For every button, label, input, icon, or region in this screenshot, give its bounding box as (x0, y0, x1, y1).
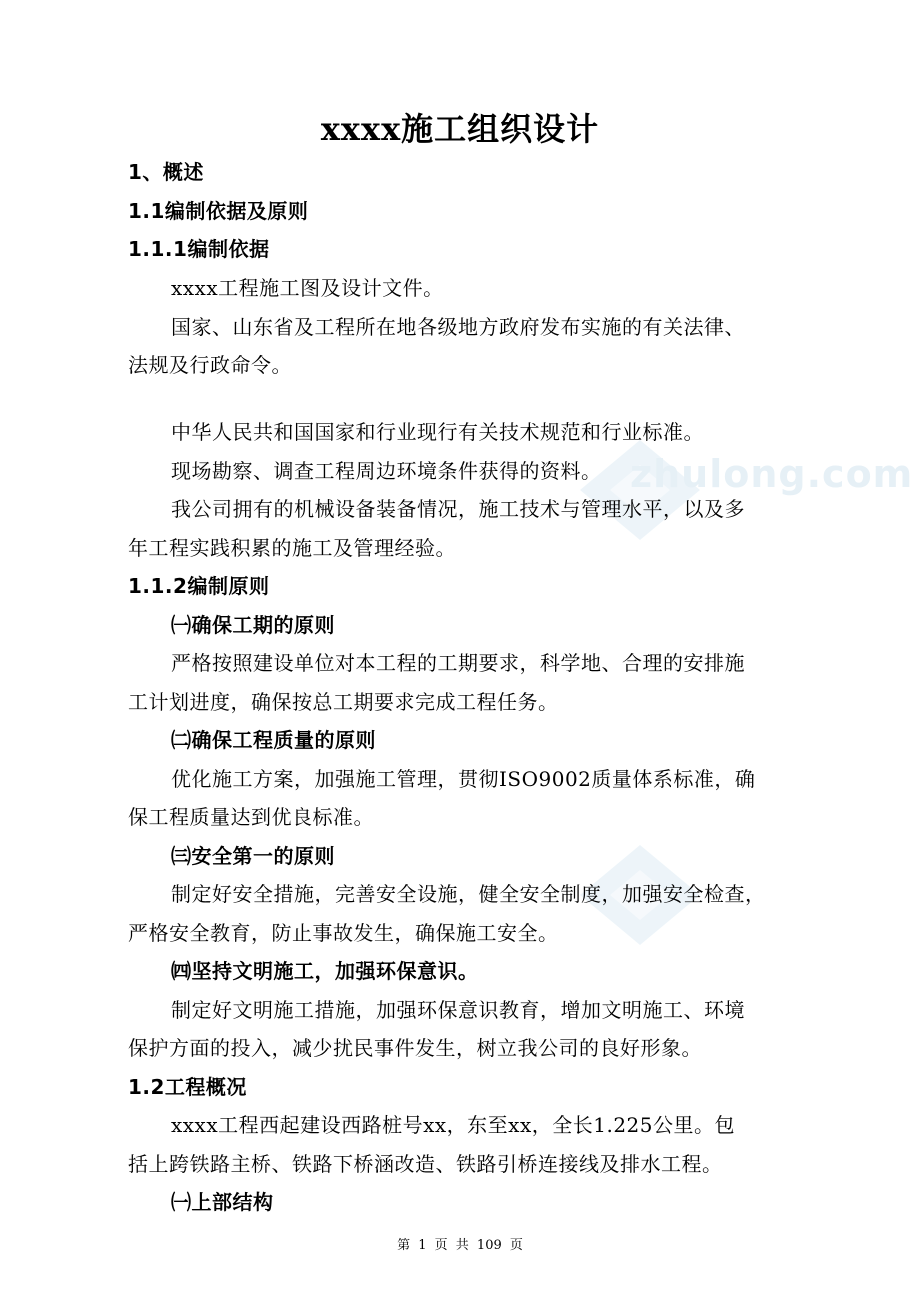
document-title: xxxx施工组织设计 (320, 110, 600, 148)
page-footer: 第 1 页 共 109 页 (397, 1238, 523, 1253)
heading-1: 1、概述 (128, 160, 204, 184)
heading-1-1-1: 1.1.1编制依据 (128, 237, 270, 261)
paragraph: 我公司拥有的机械设备装备情况，施工技术与管理水平，以及多 (171, 497, 745, 521)
paragraph-continuation: 工计划进度，确保按总工期要求完成工程任务。 (128, 690, 559, 714)
paragraph-continuation: 法规及行政命令。 (128, 353, 292, 377)
paragraph: 现场勘察、调查工程周边环境条件获得的资料。 (171, 459, 602, 483)
paragraph: xxxx工程西起建设西路桩号xx，东至xx，全长1.225公里。包 (171, 1113, 735, 1137)
heading-1-1: 1.1编制依据及原则 (128, 199, 309, 223)
paragraph: 中华人民共和国国家和行业现行有关技术规范和行业标准。 (171, 420, 704, 444)
paragraph-continuation: 严格安全教育，防止事故发生，确保施工安全。 (128, 921, 559, 945)
paragraph: 国家、山东省及工程所在地各级地方政府发布实施的有关法律、 (171, 315, 745, 339)
paragraph: 制定好文明施工措施，加强环保意识教育，增加文明施工、环境 (171, 998, 745, 1022)
subheading: ㈠上部结构 (171, 1190, 274, 1214)
heading-1-1-2: 1.1.2编制原则 (128, 574, 270, 598)
paragraph-continuation: 年工程实践积累的施工及管理经验。 (128, 536, 456, 560)
paragraph: 制定好安全措施，完善安全设施，健全安全制度，加强安全检查， (171, 882, 766, 906)
subheading: ㈡确保工程质量的原则 (171, 728, 376, 752)
paragraph-continuation: 保护方面的投入，减少扰民事件发生，树立我公司的良好形象。 (128, 1036, 702, 1060)
paragraph-continuation: 保工程质量达到优良标准。 (128, 805, 374, 829)
watermark-text: zhulong.com (630, 452, 914, 496)
subheading: ㈠确保工期的原则 (171, 613, 335, 637)
paragraph-continuation: 括上跨铁路主桥、铁路下桥涵改造、铁路引桥连接线及排水工程。 (128, 1152, 723, 1176)
subheading: ㈢安全第一的原则 (171, 844, 335, 868)
heading-1-2: 1.2工程概况 (128, 1075, 247, 1099)
paragraph: 优化施工方案，加强施工管理，贯彻ISO9002质量体系标准，确 (171, 767, 756, 791)
subheading: ㈣坚持文明施工，加强环保意识。 (171, 959, 479, 983)
paragraph: 严格按照建设单位对本工程的工期要求，科学地、合理的安排施 (171, 651, 745, 675)
paragraph: xxxx工程施工图及设计文件。 (171, 276, 444, 300)
